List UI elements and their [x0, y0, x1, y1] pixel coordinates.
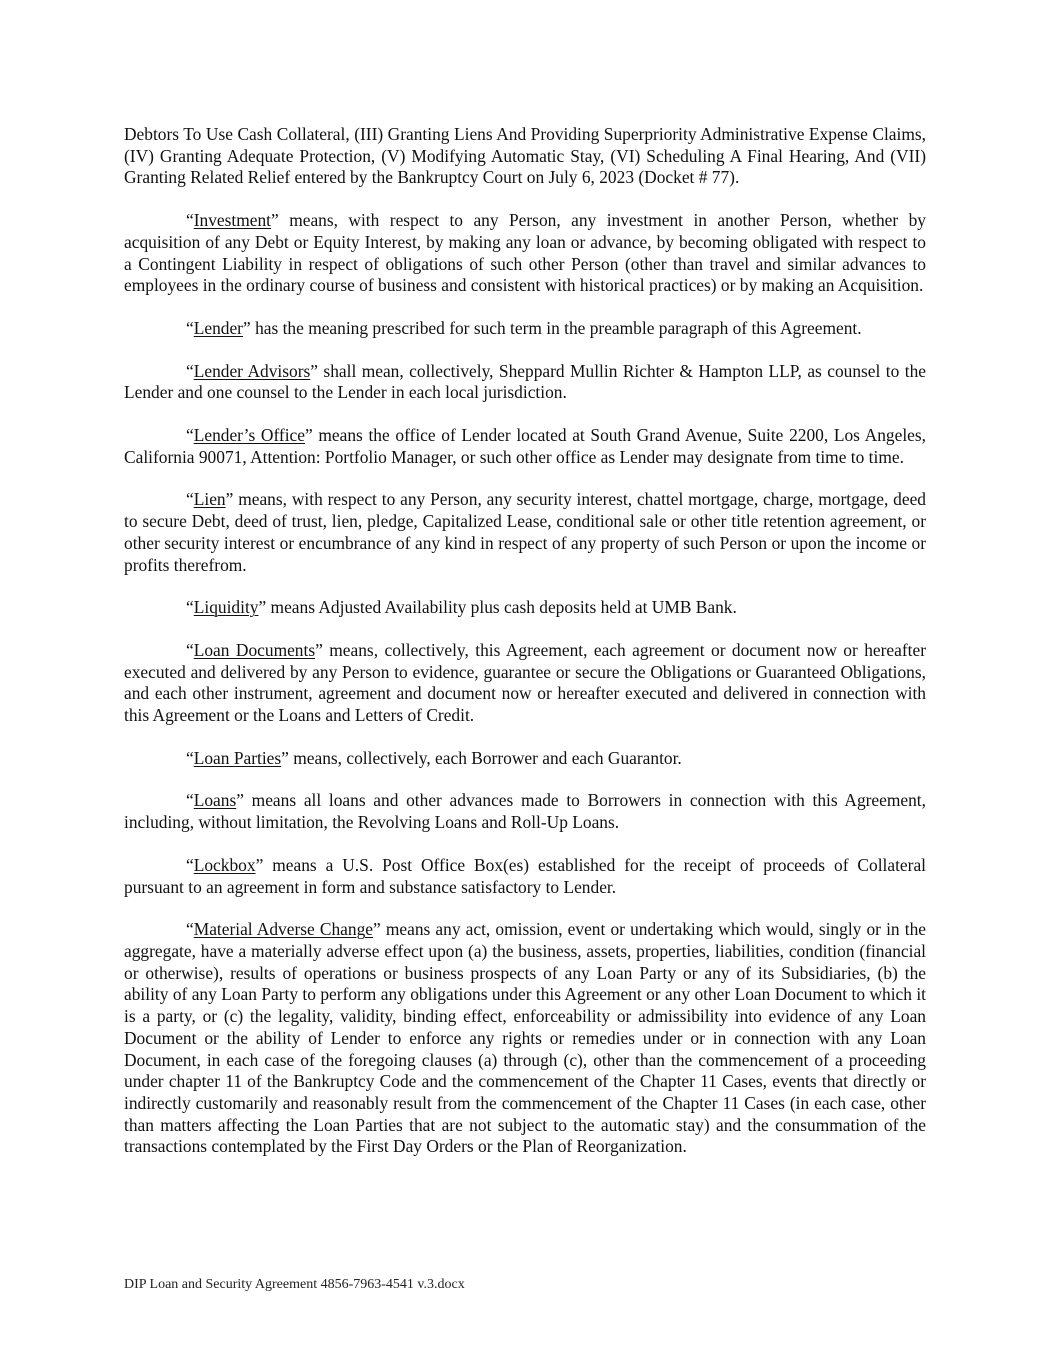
close-quote: ”	[315, 639, 323, 660]
definition-liquidity	[124, 597, 926, 619]
defined-term: Lender Advisors	[193, 360, 311, 381]
open-quote: “	[186, 317, 194, 338]
definition-lien	[124, 489, 926, 576]
close-quote: ”	[258, 597, 267, 618]
definition-text: has the meaning prescribed for such term in the preamble paragraph of this Agreement.	[250, 317, 862, 338]
document-page	[124, 124, 926, 1179]
close-quote: ”	[304, 425, 313, 446]
defined-term: Loan Parties	[193, 747, 282, 768]
definition-text: means, with respect to any Person, any investment in another Person, whether by acquisition of any Debt or Equity Interest, by making any loan or advance, by becoming obligated with respect to a Contingent Liability in respect of obligations of such other Person (other than travel and similar advances to employees in the ordinary course of business and consistent with historical practices) or by making an Acquisition.	[124, 210, 926, 296]
close-quote: ”	[236, 790, 244, 811]
definition-lender-advisors	[124, 361, 926, 404]
defined-term: Lender	[193, 317, 243, 338]
definition-text: means the office of Lender located at South Grand Avenue, Suite 2200, Los Angeles, California 90071, Attention: Portfolio Manager, or such other office as Lender may designate from time to time.	[124, 425, 926, 467]
close-quote: ”	[242, 317, 251, 338]
defined-term: Liquidity	[193, 597, 259, 618]
open-quote: “	[186, 489, 194, 510]
open-quote: “	[186, 425, 194, 446]
definition-lenders-office	[124, 425, 926, 468]
open-quote: “	[186, 639, 194, 660]
definition-loan-parties	[124, 748, 926, 770]
close-quote: ”	[373, 919, 381, 940]
close-quote: ”	[310, 360, 318, 381]
definition-lender	[124, 318, 926, 340]
defined-term: Investment	[193, 210, 272, 231]
close-quote: ”	[281, 747, 289, 768]
definition-text: means any act, omission, event or undertaking which would, singly or in the aggregate, have a materially adverse effect upon (a) the business, assets, properties, liabilities, condition (financial or otherwise), results of operations or business prospects of any Loan Party or any of its Subsidiaries, (b) the ability of any Loan Party to perform any obligations under this Agreement or any other Loan Document to which it is a party, or (c) the legality, validity, binding effect, enforceability or admissibility into evidence of any Loan Document or the ability of Lender to enforce any rights or remedies under or in connection with any Loan Document, in each case of the foregoing clauses (a) through (c), other than the commencement of a proceeding under chapter 11 of the Bankruptcy Code and the commencement of the Chapter 11 Cases, events that directly or indirectly customarily and reasonably result from the commencement of the Chapter 11 Cases (in each case, other than matters affecting the Loan Parties that are not subject to the automatic stay) and the consummation of the transactions contemplated by the First Day Orders or the Plan of Reorganization.	[124, 919, 926, 1157]
open-quote: “	[186, 360, 194, 381]
close-quote: ”	[255, 854, 264, 875]
definition-investment	[124, 210, 926, 297]
open-quote: “	[186, 597, 194, 618]
defined-term: Lockbox	[193, 854, 256, 875]
definition-loan-documents	[124, 640, 926, 727]
close-quote: ”	[271, 210, 279, 231]
definition-text: shall mean, collectively, Sheppard Mullin Richter & Hampton LLP, as counsel to the Lender and one counsel to the Lender in each local jurisdiction.	[124, 360, 926, 403]
definition-text: means all loans and other advances made to Borrowers in connection with this Agreement, including, without limitation, the Revolving Loans and Roll-Up Loans.	[124, 790, 926, 833]
definition-text: means, collectively, each Borrower and each Guarantor.	[288, 747, 682, 768]
defined-term: Lender’s Office	[193, 425, 305, 446]
defined-term: Loan Documents	[193, 639, 316, 660]
open-quote: “	[186, 854, 194, 875]
defined-term: Loans	[193, 790, 237, 811]
document-footer: DIP Loan and Security Agreement 4856-7963-4541 v.3.docx	[124, 1277, 465, 1292]
definition-lockbox	[124, 855, 926, 898]
defined-term: Material Adverse Change	[193, 919, 373, 940]
definition-text: means Adjusted Availability plus cash deposits held at UMB Bank.	[266, 597, 737, 618]
open-quote: “	[186, 919, 194, 940]
open-quote: “	[186, 747, 194, 768]
close-quote: ”	[225, 489, 234, 510]
intro-paragraph: Debtors To Use Cash Collateral, (III) Granting Liens And Providing Superpriority Administrative Expense Claims, (IV) Granting Adequate Protection, (V) Modifying Automatic Stay, (VI) Scheduling A Final Hearing, And (VII) Granting Related Relief entered by the Bankruptcy Court on July 6, 2023 (Docket # 77).	[124, 124, 926, 188]
definition-text: means a U.S. Post Office Box(es) established for the receipt of proceeds of Collateral pursuant to an agreement in form and substance satisfactory to Lender.	[124, 854, 926, 897]
definition-loans	[124, 790, 926, 833]
definition-text: means, with respect to any Person, any security interest, chattel mortgage, charge, mortgage, deed to secure Debt, deed of trust, lien, pledge, Capitalized Lease, conditional sale or other title retention agreement, or other security interest or encumbrance of any kind in respect of any property of such Person or upon the income or profits therefrom.	[124, 489, 926, 575]
defined-term: Lien	[193, 489, 226, 510]
definition-material-adverse-change	[124, 919, 926, 1158]
definition-text: means, collectively, this Agreement, each agreement or document now or hereafter executed and delivered by any Person to evidence, guarantee or secure the Obligations or Guaranteed Obligations, and each other instrument, agreement and document now or hereafter executed and delivered in connection with this Agreement or the Loans and Letters of Credit.	[124, 639, 926, 726]
open-quote: “	[186, 210, 194, 231]
open-quote: “	[186, 790, 194, 811]
